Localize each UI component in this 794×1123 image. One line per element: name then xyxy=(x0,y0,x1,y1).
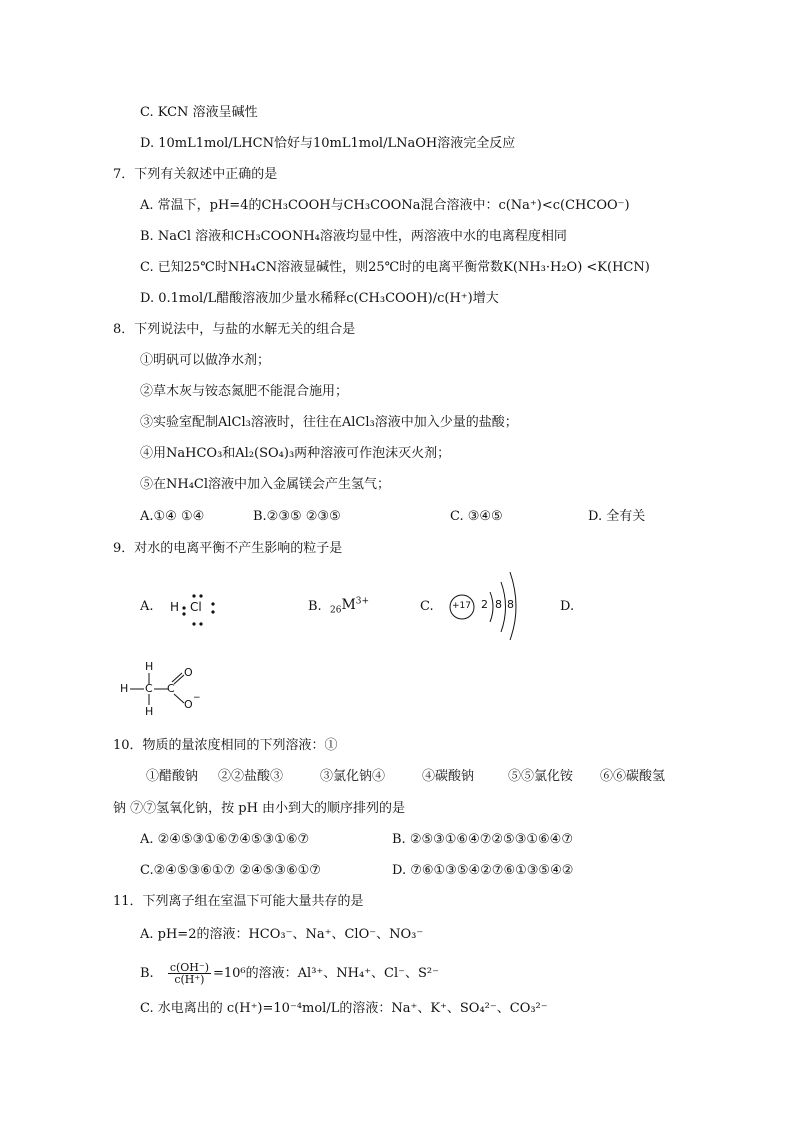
q8-item-5: ⑤在NH₄Cl溶液中加入金属镁会产生氢气； xyxy=(140,477,391,492)
q11-option-a: A. pH=2的溶液：HCO₃⁻、Na⁺、ClO⁻、NO₃⁻ xyxy=(140,927,424,942)
q9-option-d-label: D. xyxy=(560,599,575,614)
q9-c-shell-2: 8 xyxy=(495,598,502,611)
q10-stem: 10．物质的量浓度相同的下列溶液：① xyxy=(113,738,338,753)
q11-b-rest: =10⁶的溶液：Al³⁺、NH₄⁺、Cl⁻、S²⁻ xyxy=(213,966,439,981)
q9-option-a-hcl-electron-dot xyxy=(168,590,228,630)
q11-b-fraction xyxy=(168,962,211,985)
q10-option-c: C.②④⑤③⑥①⑦ ②④⑤③⑥①⑦ xyxy=(140,863,321,878)
q9-a-cl-atom: Cl xyxy=(190,600,202,614)
q9-c-shell-1: 2 xyxy=(481,598,488,611)
q9-d-h-top: H xyxy=(145,660,154,673)
q10-option-a: A. ②④⑤③①⑥⑦④⑤③①⑥⑦ xyxy=(140,832,310,847)
q10-item-1: ①醋酸钠 xyxy=(146,769,199,784)
q9-option-b-ion xyxy=(330,596,369,615)
q11-b-denominator: c(H⁺) xyxy=(174,973,205,986)
q9-b-mass-number: 26 xyxy=(330,605,342,616)
q8-stem: 8．下列说法中，与盐的水解无关的组合是 xyxy=(113,322,356,337)
q9-d-c-1: C xyxy=(145,682,153,695)
q9-option-a-label: A. xyxy=(140,599,154,614)
q8-item-1: ①明矾可以做净水剂； xyxy=(140,353,271,368)
q9-option-c-label: C. xyxy=(420,599,434,614)
q8-option-a: A.①④ ①④ xyxy=(140,509,205,524)
q9-d-h-left: H xyxy=(120,682,129,695)
q8-option-b: B.②③⑤ ②③⑤ xyxy=(253,509,341,524)
q7-stem: 7．下列有关叙述中正确的是 xyxy=(113,167,278,182)
q9-d-h-bottom: H xyxy=(145,705,154,718)
q8-option-c: C. ③④⑤ xyxy=(450,509,503,524)
q8-option-d: D. 全有关 xyxy=(588,509,646,524)
q11-stem: 11．下列离子组在室温下可能大量共存的是 xyxy=(113,894,364,909)
structure-bonds xyxy=(118,660,208,720)
q7-option-d: D. 0.1mol/L醋酸溶液加少量水稀释c(CH₃COOH)/c(H⁺)增大 xyxy=(140,291,499,306)
q8-item-4: ④用NaHCO₃和Al₂(SO₄)₃两种溶液可作泡沫灭火剂； xyxy=(140,446,451,461)
q6-option-d: D. 10mL1mol/LHCN恰好与10mL1mol/LNaOH溶液完全反应 xyxy=(140,136,516,151)
q10-option-d: D. ⑦⑥①③⑤④②⑦⑥①③⑤④② xyxy=(392,863,574,878)
q9-b-symbol: M xyxy=(341,597,356,613)
q9-option-c-atom-structure xyxy=(446,570,526,640)
q9-stem: 9．对水的电离平衡不产生影响的粒子是 xyxy=(113,541,343,556)
q11-b-label: B. xyxy=(140,966,154,981)
q8-item-3: ③实验室配制AlCl₃溶液时，往往在AlCl₃溶液中加入少量的盐酸； xyxy=(140,415,518,430)
q9-d-o-top: O xyxy=(184,666,193,679)
q11-b-numerator: c(OH⁻) xyxy=(169,961,209,974)
q11-option-c: C. 水电离出的 c(H⁺)=10⁻⁴mol/L的溶液：Na⁺、K⁺、SO₄²⁻、CO₃²⁻ xyxy=(140,1001,548,1016)
q7-option-c: C. 已知25℃时NH₄CN溶液显碱性，则25℃时的电离平衡常数K(NH₃·H₂O) <K(HCN) xyxy=(140,260,650,275)
q7-option-b: B. NaCl 溶液和CH₃COONH₄溶液均显中性，两溶液中水的电离程度相同 xyxy=(140,229,567,244)
q9-d-o-bottom: O xyxy=(184,698,193,711)
q7-option-a: A. 常温下，pH=4的CH₃COOH与CH₃COONa混合溶液中：c(Na⁺)<c(CHCOO⁻) xyxy=(140,198,630,213)
q10-item-6: ⑥⑥碳酸氢 xyxy=(600,769,666,784)
electron-dots-icon xyxy=(168,590,228,630)
q9-option-b-label: B. xyxy=(308,599,322,614)
q9-option-d-acetate-structure xyxy=(118,660,208,720)
q10-option-b: B. ②⑤③①⑥④⑦②⑤③①⑥④⑦ xyxy=(392,832,573,847)
q9-d-charge: − xyxy=(193,693,201,703)
q9-a-h-atom: H xyxy=(170,600,180,614)
q8-item-2: ②草木灰与铵态氮肥不能混合施用； xyxy=(140,384,349,399)
q10-stem-continued: 钠 ⑦⑦氢氧化钠，按 pH 由小到大的顺序排列的是 xyxy=(113,801,406,816)
q11-option-b xyxy=(140,962,439,985)
q10-item-2: ②②盐酸③ xyxy=(218,769,284,784)
q10-item-5: ⑤⑤氯化铵 xyxy=(508,769,574,784)
q9-c-nucleus: +17 xyxy=(452,601,471,611)
q9-d-c-2: C xyxy=(167,682,175,695)
q10-item-3: ③氯化钠④ xyxy=(320,769,386,784)
q6-option-c: C. KCN 溶液呈碱性 xyxy=(140,105,258,120)
q10-item-4: ④碳酸钠 xyxy=(422,769,475,784)
q9-b-charge: 3+ xyxy=(355,596,370,607)
q9-c-shell-3: 8 xyxy=(507,598,514,611)
